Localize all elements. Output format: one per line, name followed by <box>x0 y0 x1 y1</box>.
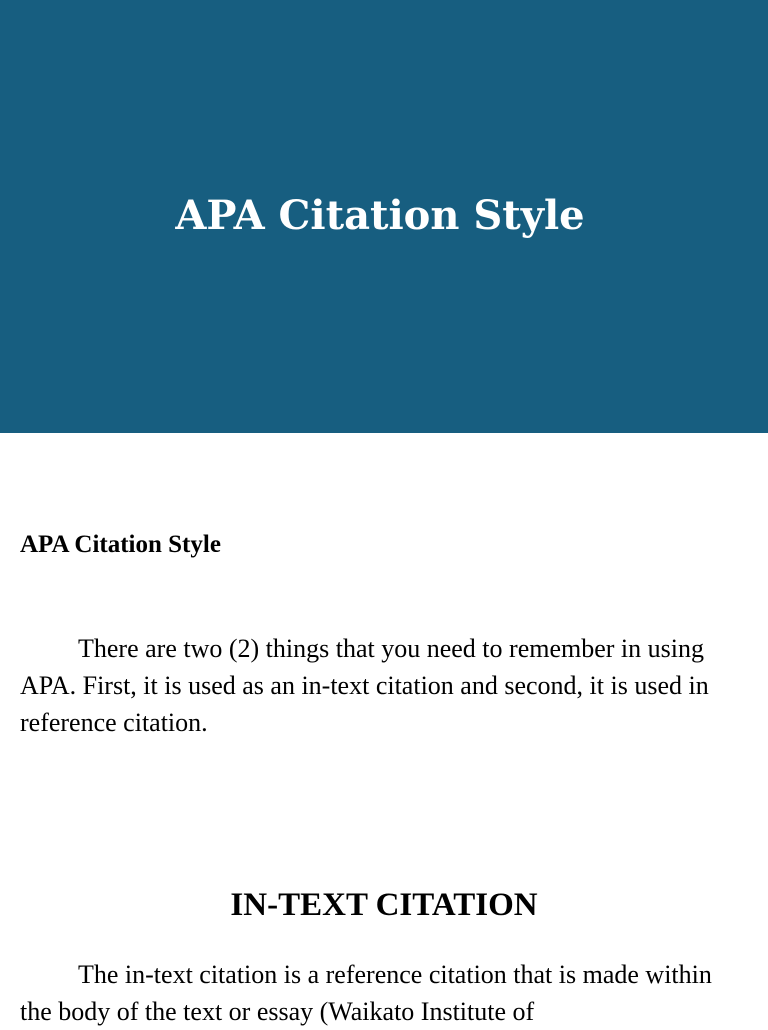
title-banner <box>0 0 768 433</box>
section-heading-in-text-citation: IN-TEXT CITATION <box>230 887 538 923</box>
section-paragraph: The in-text citation is a reference citation that is made within the body of the text or essay (Waikato Institute of <box>20 960 712 1026</box>
intro-paragraph: There are two (2) things that you need to remember in using APA. First, it is used as an in-text citation and second, it is used in reference citation. <box>20 634 709 737</box>
banner-title: APA Citation Style <box>175 192 585 239</box>
document-heading: APA Citation Style <box>20 531 221 558</box>
